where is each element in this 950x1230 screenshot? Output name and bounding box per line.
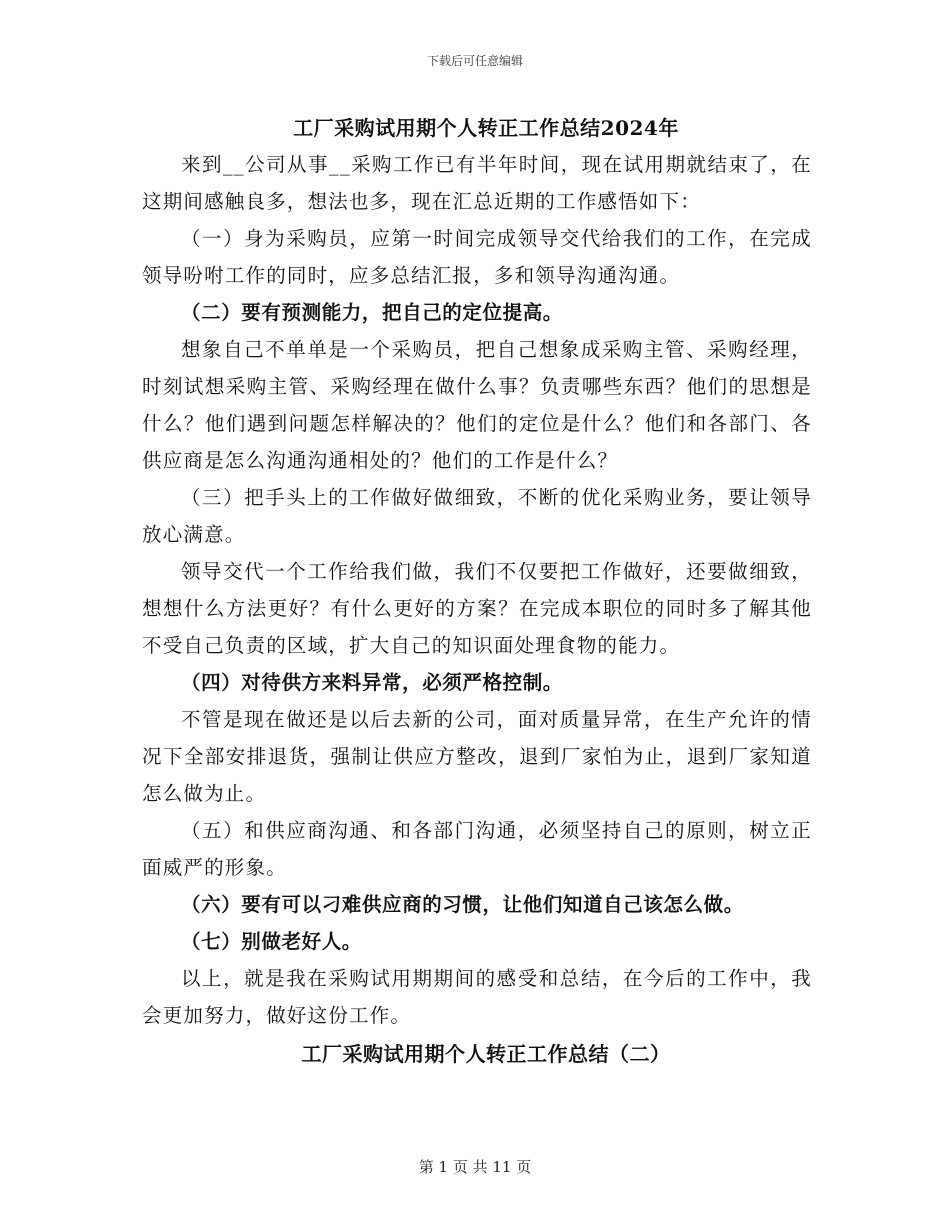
paragraph-conclusion: 以上，就是我在采购试用期期间的感受和总结，在今后的工作中，我会更加努力，做好这份工作。 <box>142 967 812 1027</box>
heading-point-7: （七）别做老好人。 <box>181 930 362 953</box>
header-note: 下载后可任意编辑 <box>426 54 523 68</box>
paragraph-point-4-body: 不管是现在做还是以后去新的公司，面对质量异常，在生产允许的情况下全部安排退货，强制让供应方整改，退到厂家怕为止，退到厂家知道怎么做为止。 <box>142 708 812 805</box>
heading-point-6: （六）要有可以刁难供应商的习惯，让他们知道自己该怎么做。 <box>181 893 744 916</box>
paragraph-intro: 来到__公司从事__采购工作已有半年时间，现在试用期就结束了，在这期间感触良多，想法也多，现在汇总近期的工作感悟如下： <box>142 153 812 213</box>
paragraph-point-5: （五）和供应商沟通、和各部门沟通，必须坚持自己的原则，树立正面威严的形象。 <box>142 819 812 879</box>
page-number: 第 1 页 共 11 页 <box>418 1158 532 1176</box>
paragraph-point-1: （一）身为采购员，应第一时间完成领导交代给我们的工作，在完成领导吩咐工作的同时，应多总结汇报，多和领导沟通沟通。 <box>142 227 812 287</box>
heading-point-4: （四）对待供方来料异常，必须严格控制。 <box>181 671 563 694</box>
paragraph-point-2-body: 想象自己不单单是一个采购员，把自己想象成采购主管、采购经理，时刻试想采购主管、采购经理在做什么事？负责哪些东西？他们的思想是什么？他们遇到问题怎样解决的？他们的定位是什么？他们和各部门、各供应商是怎么沟通沟通相处的？他们的工作是什么？ <box>142 338 812 472</box>
document-body <box>142 110 812 1074</box>
next-section-title: 工厂采购试用期个人转正工作总结（二） <box>301 1042 671 1066</box>
heading-point-2: （二）要有预测能力，把自己的定位提高。 <box>181 301 563 324</box>
paragraph-point-3-body: 领导交代一个工作给我们做，我们不仅要把工作做好，还要做细致，想想什么方法更好？有什么更好的方案？在完成本职位的同时多了解其他不受自己负责的区域，扩大自己的知识面处理食物的能力。 <box>142 560 812 657</box>
paragraph-point-3: （三）把手头上的工作做好做细致，不断的优化采购业务，要让领导放心满意。 <box>142 486 812 546</box>
document-title: 工厂采购试用期个人转正工作总结2024年 <box>293 116 679 140</box>
